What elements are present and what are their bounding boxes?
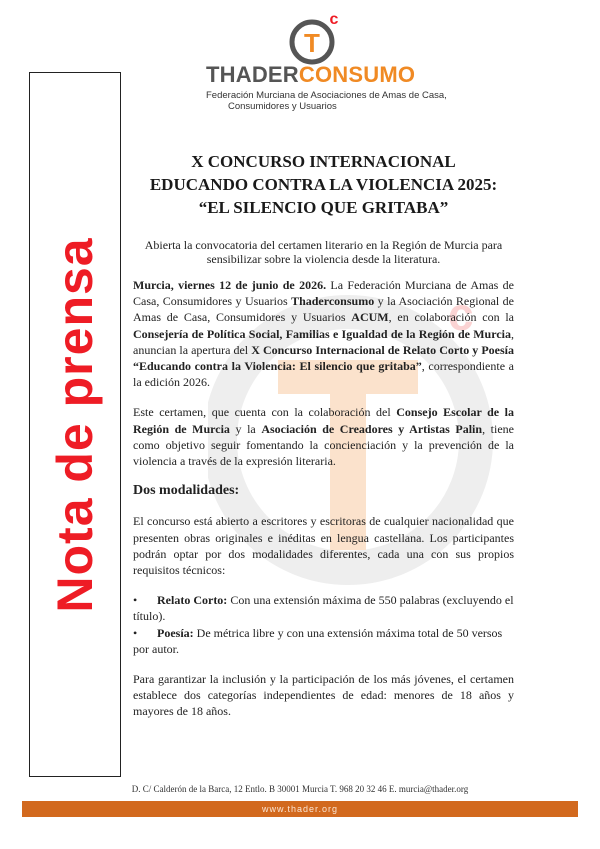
intro-text-2: y la Asociación Regional de Amas de Casa, Consumidores y Usuarios [133,294,514,325]
svg-text:c: c [448,290,474,340]
list-item [133,592,514,624]
section-heading: Dos modalidades: [133,483,240,499]
press-subtitle: Abierta la convocatoria del certamen literario en la Región de Murcia para sensibilizar sobre la violencia desde la literatura. [144,238,503,266]
intro-bold-1: Thaderconsumo [291,294,375,309]
logo-word-thader: THADER [206,62,299,87]
intro-text-4: , anuncian la apertura del [133,326,514,357]
logo-wordmark [206,62,415,88]
sidebar-box [29,72,121,777]
logo-word-consumo: CONSUMO [298,62,416,87]
press-body [133,277,514,734]
intro-text-3: , en colaboración con la [388,310,514,325]
logo-mark-icon [286,10,342,66]
title-line-3: “EL SILENCIO QUE GRITABA” [198,198,449,217]
intro-bold-4: X Concurso Internacional de Relato Corto y Poesía “Educando contra la Violencia: El silencio que gritaba” [133,342,515,374]
collab-text-3: , tiene como objetivo seguir fomentando la concienciación y la prevención de la violencia a través de la expresión literaria. [133,421,514,469]
collab-text-1: Este certamen, que cuenta con la colaboración del [133,405,397,420]
collab-bold-2: Asociación de Creadores y Artistas Palin [261,421,483,436]
intro-text-5: , correspondiente a la edición 2026. [133,359,514,390]
paragraph-modalities: El concurso está abierto a escritores y escritoras de cualquier nacionalidad que presenten obras originales e inéditas en lengua castellana. Los participantes podrán optar por dos modalidades diferentes, cada una con sus propios requisitos técnicos: [133,514,514,578]
bullet-dot: • [133,625,138,640]
paragraph-categories: Para garantizar la inclusión y la participación de los más jóvenes, el certamen establece dos categorías independientes de edad: menores de 18 años y mayores de 18 años. [133,672,514,719]
list-item [133,625,514,657]
intro-bold-3: Consejería de Política Social, Familias e Igualdad de la Región de Murcia [133,326,511,341]
bullet-text-cont: por autor. [133,641,179,656]
logo-mark-sup: c [329,11,339,28]
thaderconsumo-logo [206,10,447,140]
title-line-1: X CONCURSO INTERNACIONAL [191,152,456,171]
dateline: Murcia, viernes 12 de junio de 2026. [133,278,327,292]
logo-sub-line1: Federación Murciana de Asociaciones de Amas de Casa, [206,90,447,101]
logo-subtitle [206,90,447,112]
logo-sub-line2: Consumidores y Usuarios [228,101,337,112]
bullet-text: De métrica libre y con una extensión máxima total de 50 versos [193,625,503,640]
logo-mark-letter: T [304,28,320,58]
footer-website-bar [22,801,578,817]
paragraph-intro [133,277,514,390]
press-title [133,150,514,219]
modalities-list [133,592,514,657]
bullet-text: Con una extensión máxima de 550 palabras (excluyendo el [227,593,514,608]
sidebar-label: Nota de prensa [47,236,103,613]
title-line-2: EDUCANDO CONTRA LA VIOLENCIA 2025: [149,175,498,194]
bullet-text-cont: título). [133,609,166,624]
intro-bold-2: ACUM [351,310,389,325]
bullet-dot: • [133,593,138,608]
bullet-label: Relato Corto: [157,593,228,608]
intro-text-1: La Federación Murciana de Amas de Casa, Consumidores y Usuarios [133,278,515,309]
collab-text-2: y la [229,421,262,436]
website-link[interactable]: www.thader.org [261,804,339,814]
bullet-label: Poesía: [157,625,194,640]
footer-address: D. C/ Calderón de la Barca, 12 Entlo. B 30001 Murcia T. 968 20 32 46 E. murcia@thader.org [131,784,469,794]
collab-bold-1: Consejo Escolar de la Región de Murcia [133,405,514,436]
paragraph-collaboration [133,404,514,469]
